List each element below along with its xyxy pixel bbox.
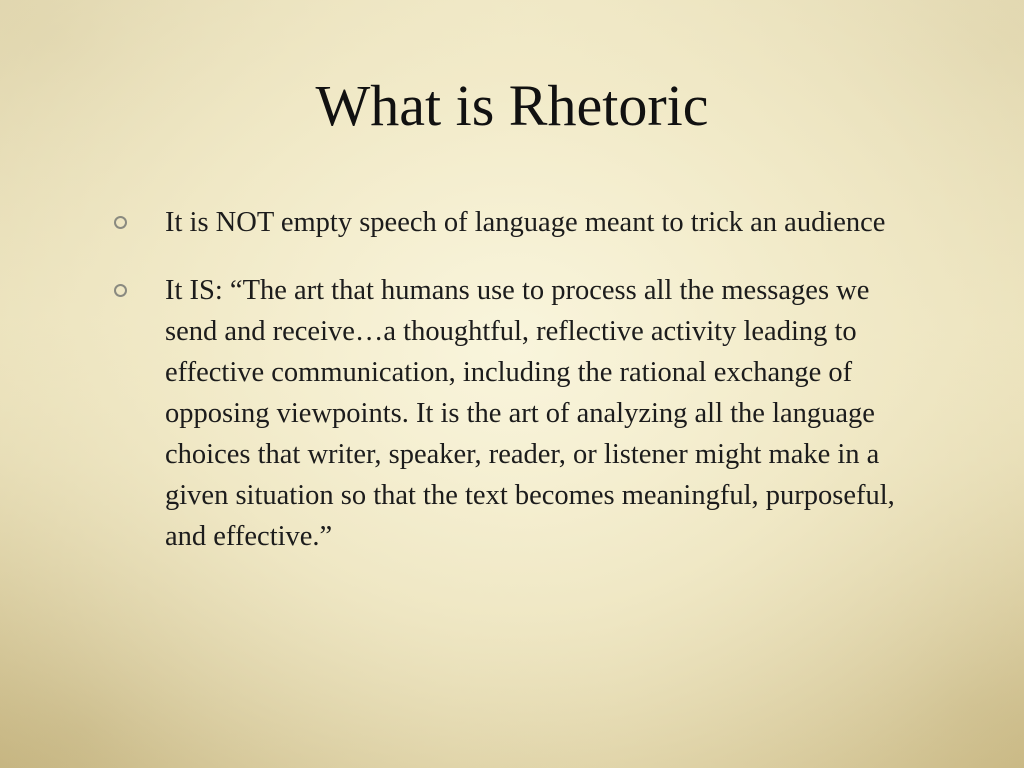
hollow-circle-bullet-icon	[114, 284, 127, 297]
list-item	[108, 270, 908, 557]
bullet-list	[108, 202, 908, 584]
hollow-circle-bullet-icon	[114, 216, 127, 229]
list-item	[108, 202, 908, 243]
bullet-text: It IS: “The art that humans use to process all the messages we send and receive…a thoughtful, reflective activity leading to effective communication, including the rational exchange of opposing viewpoints. It is the art of analyzing all the language choices that writer, speaker, reader, or listener might make in a given situation so that the text becomes meaningful, purposeful, and effective.”	[165, 275, 895, 552]
bullet-text: It is NOT empty speech of language meant to trick an audience	[165, 207, 886, 238]
slide-title: What is Rhetoric	[315, 73, 709, 138]
